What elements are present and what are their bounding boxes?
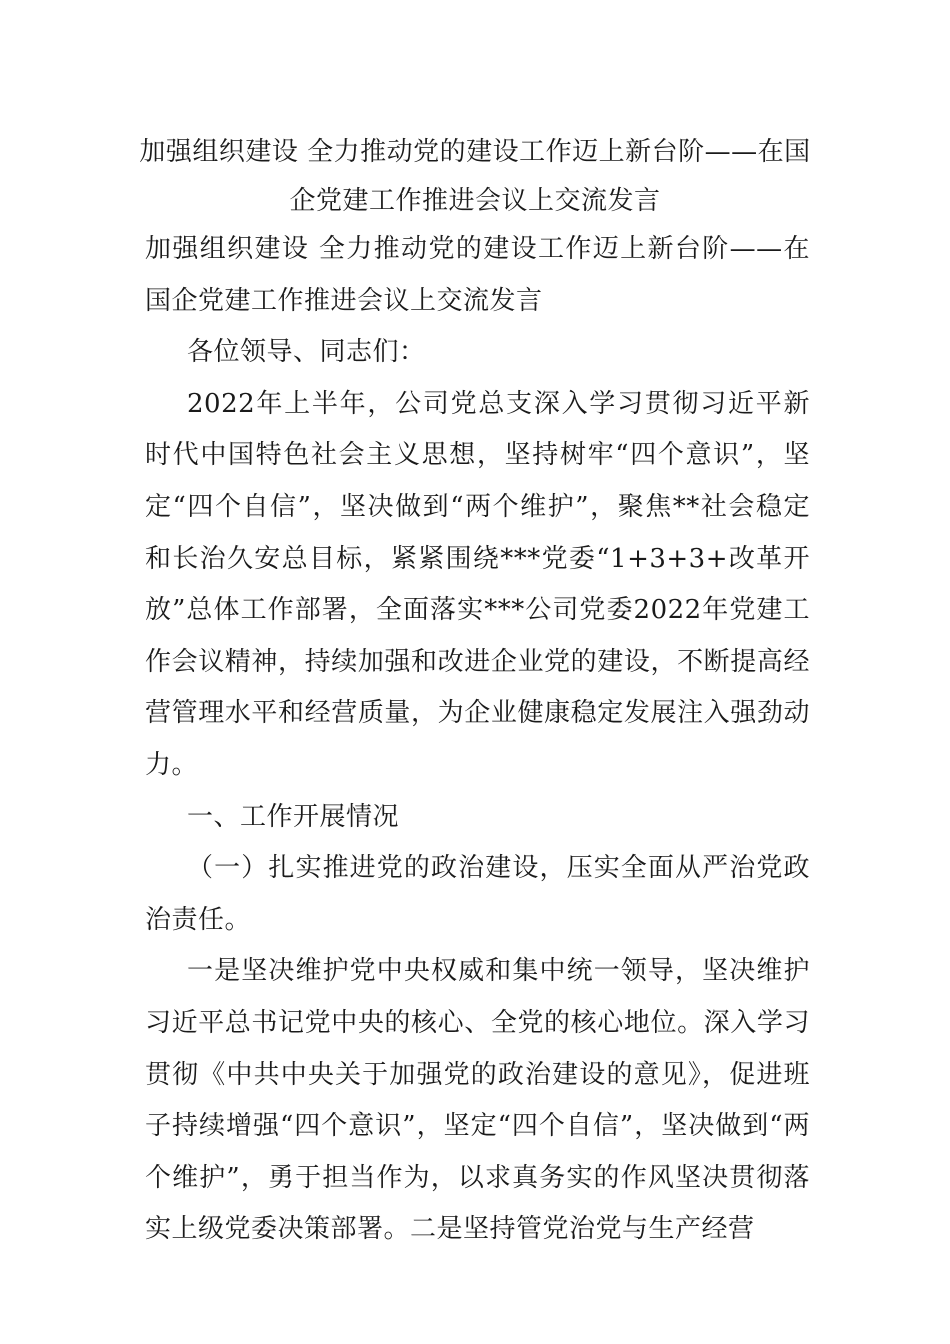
body-paragraph: 一是坚决维护党中央权威和集中统一领导，坚决维护习近平总书记党中央的核心、全党的核心地位。深入学习贯彻《中共中央关于加强党的政治建设的意见》，促进班子持续增强“四个意识”，坚定“四个自信”，坚决做到“两个维护”，勇于担当作为，以求真务实的作风坚决贯彻落实上级党委决策部署。二是坚持管党治党与生产经营 [145, 956, 810, 1245]
document-title-line-1: 加强组织建设 全力推动党的建设工作迈上新台阶——在国 [139, 137, 811, 167]
subsection-heading: （一）扎实推进党的政治建设，压实全面从严治党政治责任。 [145, 853, 810, 935]
intro-paragraph: 2022年上半年，公司党总支深入学习贯彻习近平新时代中国特色社会主义思想，坚持树牢“四个意识”，坚定“四个自信”，坚决做到“两个维护”，聚焦**社会稳定和长治久安总目标，紧紧围绕***党委“1+3+3+改革开放”总体工作部署，全面落实***公司党委2022年党建工作会议精神，持续加强和改进企业党的建设，不断提高经营管理水平和经营质量，为企业健康稳定发展注入强劲动力。 [145, 388, 810, 780]
document-body [145, 224, 810, 1256]
document-title-line-2: 企党建工作推进会议上交流发言 [289, 186, 661, 216]
section-heading: 一、工作开展情况 [187, 801, 400, 832]
repeated-title: 加强组织建设 全力推动党的建设工作迈上新台阶——在国企党建工作推进会议上交流发言 [145, 234, 810, 316]
salutation: 各位领导、同志们： [187, 337, 426, 368]
